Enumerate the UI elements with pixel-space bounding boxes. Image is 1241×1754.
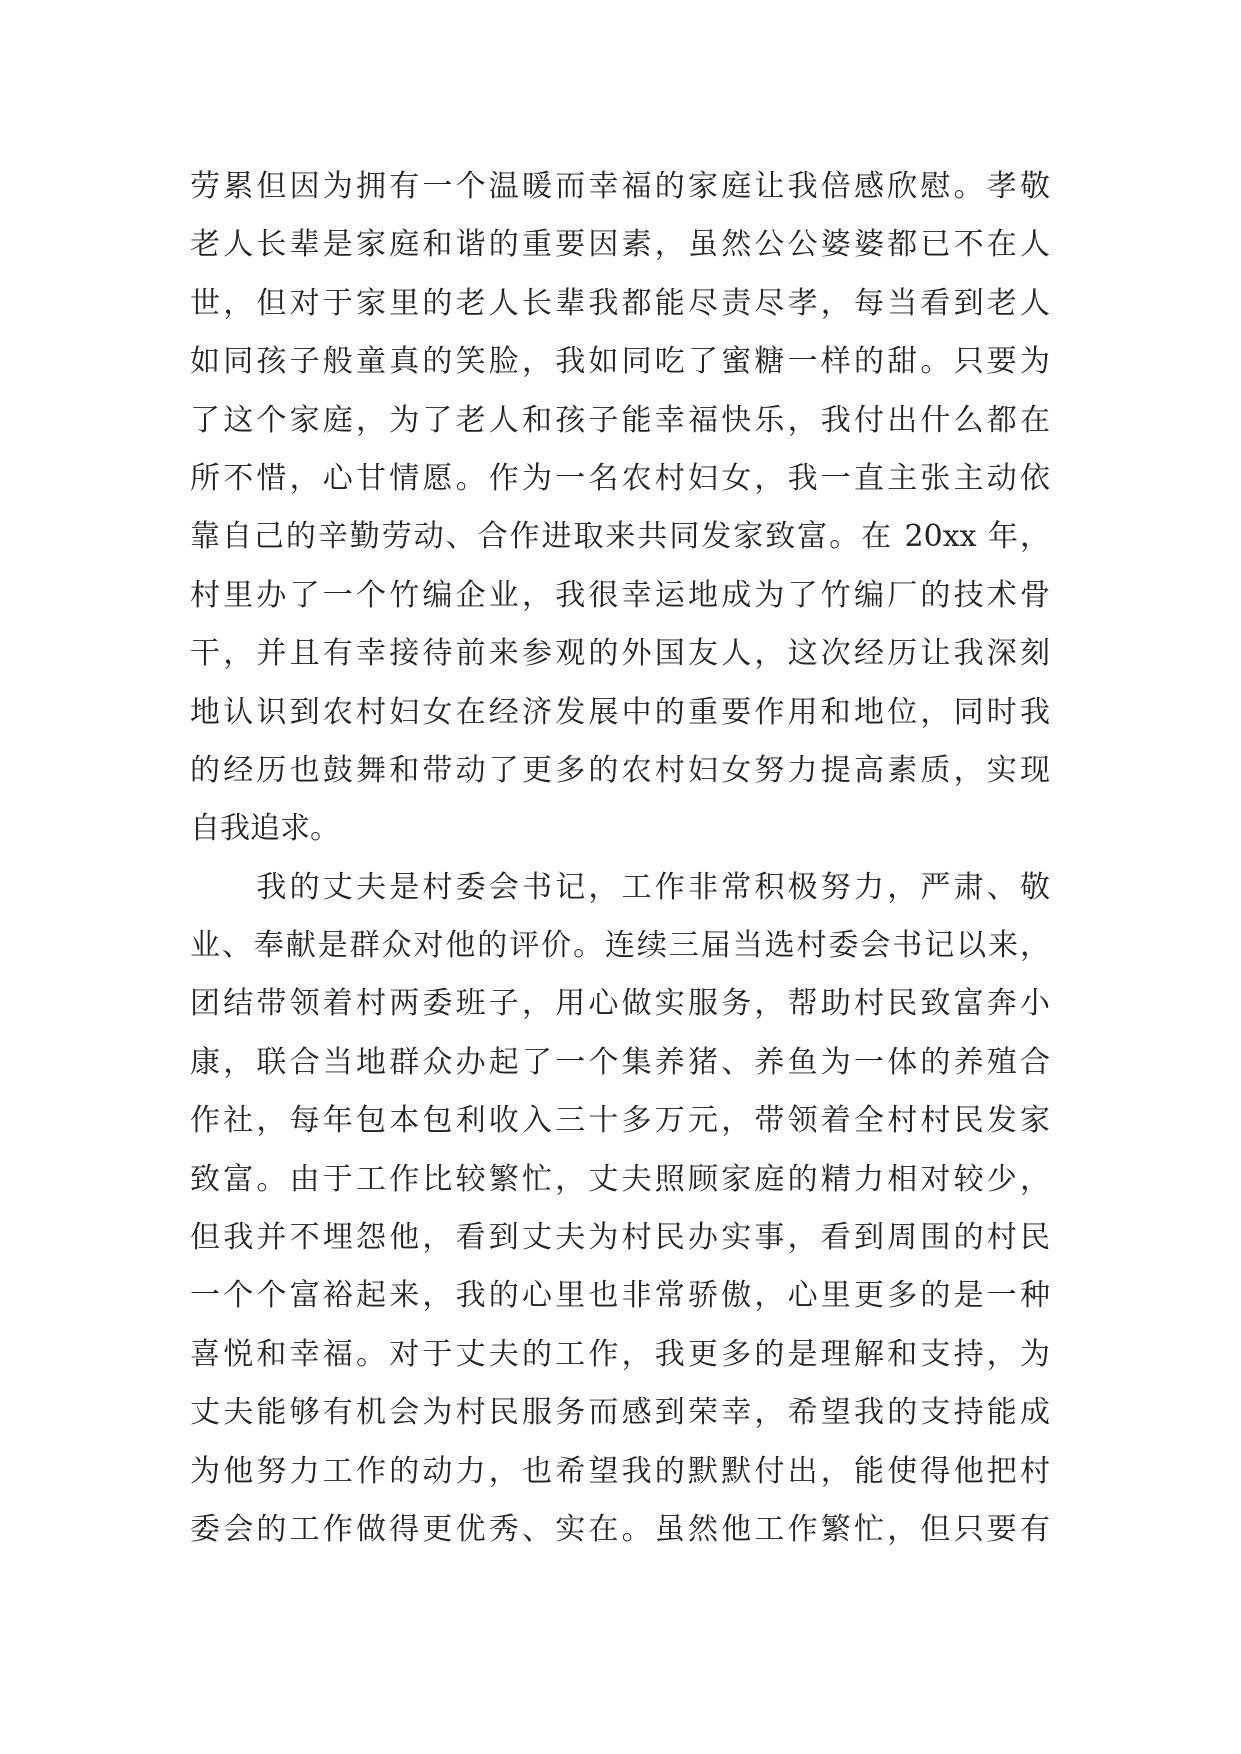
text-line: 作社，每年包本包利收入三十多万元，带领着全村村民发家 [190, 1103, 1050, 1139]
text-line: 地认识到农村妇女在经济发展中的重要作用和地位，同时我 [190, 694, 1050, 730]
text-line: 世，但对于家里的老人长辈我都能尽责尽孝，每当看到老人 [190, 285, 1050, 321]
text-line: 所不惜，心甘情愿。作为一名农村妇女，我一直主张主动依 [190, 460, 1050, 496]
text-line: 老人长辈是家庭和谐的重要因素，虽然公公婆婆都已不在人 [190, 227, 1050, 263]
text-line: 喜悦和幸福。对于丈夫的工作，我更多的是理解和支持，为 [190, 1336, 1050, 1372]
paragraph-1 [190, 158, 1050, 859]
text-line: 村里办了一个竹编企业，我很幸运地成为了竹编厂的技术骨 [190, 577, 1050, 613]
text-line: 自我追求。 [190, 811, 340, 847]
text-line: 我的丈夫是村委会书记，工作非常积极努力，严肃、敬 [190, 869, 1050, 905]
text-line: 一个个富裕起来，我的心里也非常骄傲，心里更多的是一种 [190, 1278, 1050, 1314]
text-line: 业、奉献是群众对他的评价。连续三届当选村委会书记以来， [190, 928, 1050, 964]
text-line: 但我并不埋怨他，看到丈夫为村民办实事，看到周围的村民 [190, 1220, 1050, 1256]
text-line: 丈夫能够有机会为村民服务而感到荣幸，希望我的支持能成 [190, 1395, 1050, 1431]
body-text [190, 158, 1050, 1559]
text-line: 了这个家庭，为了老人和孩子能幸福快乐，我付出什么都在 [190, 402, 1050, 438]
text-line: 致富。由于工作比较繁忙，丈夫照顾家庭的精力相对较少， [190, 1161, 1050, 1197]
paragraph-2 [190, 859, 1050, 1560]
text-line: 康，联合当地群众办起了一个集养猪、养鱼为一体的养殖合 [190, 1044, 1050, 1080]
text-line: 团结带领着村两委班子，用心做实服务，帮助村民致富奔小 [190, 986, 1050, 1022]
text-line: 的经历也鼓舞和带动了更多的农村妇女努力提高素质，实现 [190, 752, 1050, 788]
text-line: 靠自己的辛勤劳动、合作进取来共同发家致富。在 20xx 年， [190, 519, 1050, 555]
text-line: 委会的工作做得更优秀、实在。虽然他工作繁忙，但只要有 [190, 1511, 1050, 1547]
text-line: 劳累但因为拥有一个温暖而幸福的家庭让我倍感欣慰。孝敬 [190, 169, 1050, 204]
text-line: 为他努力工作的动力，也希望我的默默付出，能使得他把村 [190, 1453, 1050, 1489]
text-line: 如同孩子般童真的笑脸，我如同吃了蜜糖一样的甜。只要为 [190, 344, 1050, 380]
text-line: 干，并且有幸接待前来参观的外国友人，这次经历让我深刻 [190, 636, 1050, 672]
